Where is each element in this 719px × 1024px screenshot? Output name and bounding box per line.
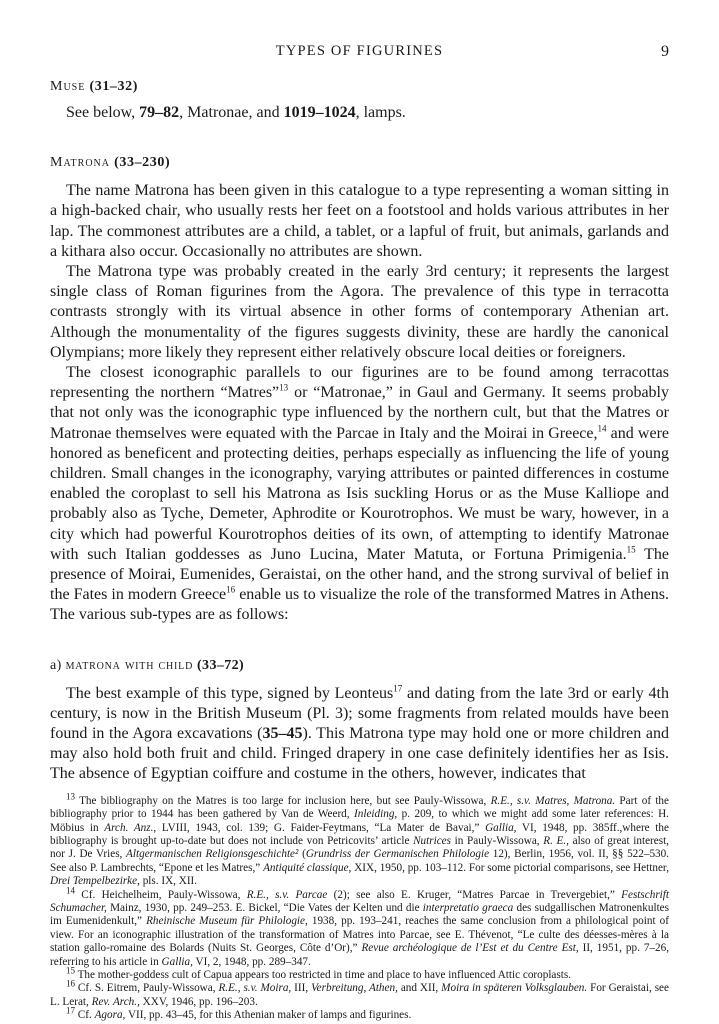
footnote-marker: 13 — [279, 382, 289, 393]
italic-span: Revue archéologique de l’Est et du Centre Est, — [361, 942, 579, 955]
text-span: also of great interest, nor J. De Vries, — [50, 834, 669, 861]
italic-span: Grundriss der Germanischen Philologie — [305, 848, 490, 861]
footnote-number: 17 — [66, 1005, 75, 1016]
text-span: des sudgallischen Matronenkultes im Eumenidenkult,” — [50, 901, 669, 928]
text-span: XIX, 1950, pp. 103–112. For some pictorial comparisons, see Hettner, — [351, 861, 669, 874]
text-span: pls. IX, XII. — [139, 875, 198, 888]
subsection-title: matrona with child — [65, 657, 194, 673]
text-span: LVIII, 1943, col. 139; G. Faider-Feytmans, “La Mater de Bavai,” — [156, 821, 486, 834]
text-span: XXV, 1946, pp. 196–203. — [139, 995, 258, 1008]
italic-span: Verbreitung, Athen, — [311, 982, 398, 995]
running-head — [0, 43, 719, 63]
subsection-label: a) — [50, 657, 62, 673]
italic-span: Moira in späteren Volksglauben. — [441, 982, 588, 995]
italic-span: R.E., s.v. Matres, Matrona. — [490, 794, 616, 807]
text-span: ). This Matrona type may hold one or more children and may also hold both fruit and child. Fringed drapery in one case definitely identifies her as Isis. The absence of Egyptian coiffure and costume in the others, however, indicates that — [50, 725, 669, 783]
text-span: Cf. Heichelheim, Pauly-Wissowa, — [75, 888, 247, 901]
text-span: p. 209, to which we might add some later references: H. Möbius in — [50, 808, 669, 834]
footnote-13 — [50, 790, 670, 889]
matrona-paragraph-1: The name Matrona has been given in this catalogue to a type representing a woman sitting in a high-backed chair, who usually rests her feet on a footstool and holds various attributes in her lap. The commonest attributes are a child, a tablet, or a lapful of fruit, but animals, garlands and a kithara also occur. Occasionally no attributes are shown. — [50, 182, 669, 260]
footnotes — [50, 790, 670, 1023]
italic-span: Drei Tempelbezirke, — [50, 875, 140, 888]
text-span: 1938, pp. 193–241, reaches the same conclusion from a philological point of view. For an iconographic illustration of the transformation of Matres into Parcae, see E. Thévenot, “Le culte des déesses-mères à la station gallo-romaine des Bolards (Nuits St. Georges, Côte d’Or),” — [50, 915, 669, 955]
section-heading-matrona — [50, 153, 669, 173]
italic-span: interpretatio graeca — [422, 901, 514, 914]
subsection-paragraph — [50, 684, 669, 785]
italic-span: R.E., s.v. Moira, — [218, 982, 292, 995]
section-heading-range: (33–230) — [114, 155, 171, 171]
text-span: 12), Berlin, 1956, vol. II, §§ 522–530. See also P. Lambrechts, “Epone et les Matres,” — [50, 848, 670, 874]
text-span: VI, 1948, pp. 385ff.,where the bibliography is brought up-to-date but does not include von Petricovits’ article — [50, 821, 669, 847]
italic-span: Altgermanischen Religionsgeschichte² — [126, 848, 299, 861]
text-span: and were honored as beneficent and protecting deities, perhaps especially as influencing the life of young children. Small changes in the iconography, varying attributes or painted differences in costume enabled the coroplast to sell his Matrona as Isis suckling Horus or as the Muse Kalliope and probably also as Tyche, Demeter, Aphrodite or Kourotrophos. We must be wary, however, in a city which had powerful Kourotrophos deities of its own, of attempting to identify Matronae with such Italian goddesses as Juno Lucina, Mater Matuta, or Fortuna Primigenia. — [50, 424, 670, 563]
footnote-number: 14 — [66, 884, 75, 895]
footnote-16 — [50, 978, 669, 1009]
footnote-15 — [50, 965, 669, 982]
text-span: VI, 2, 1948, pp. 289–347. — [192, 955, 311, 968]
text-span: The mother-goddess cult of Capua appears too restricted in time and place to have influenced Attic coroplasts. — [75, 968, 572, 981]
text-span: , lamps. — [355, 104, 406, 121]
catalogue-ref: 79–82 — [139, 104, 180, 121]
text-span: (2); see also E. Kruger, “Matres Parcae in Trevergebiet,” — [327, 888, 622, 901]
text-span: The presence of Moirai, Eumenides, Geraistai, on the other hand, and the strong survival of belief in the Fates in modern Greece — [50, 545, 669, 604]
italic-span: Gallia, — [485, 821, 517, 834]
text-span: VII, pp. 43–45, for this Athenian maker of lamps and figurines. — [125, 1009, 412, 1022]
running-head-title: TYPES OF FIGURINES — [275, 43, 444, 59]
text-span: The best example of this type, signed by Leonteus — [66, 684, 394, 702]
text-span: in Pauly-Wissowa, — [451, 834, 544, 847]
text-span: , Matronae, and — [179, 104, 284, 121]
footnote-number: 13 — [66, 790, 75, 801]
italic-span: R.E., s.v. Parcae — [246, 888, 328, 901]
text-span: III, — [291, 982, 312, 995]
catalogue-ref: 35–45 — [262, 725, 303, 743]
footnote-marker: 16 — [226, 584, 236, 595]
footnote-number: 15 — [66, 965, 75, 976]
italic-span: Rev. Arch., — [91, 995, 140, 1008]
section-heading-range: (31–32) — [89, 79, 138, 94]
text-span: Part of the bibliography prior to 1944 has been gathered by Van de Weerd, — [50, 794, 669, 821]
text-span: or “Matronae,” in Gaul and Germany. It seems probably that not only was the iconographic type influenced by the northern cult, but that the Matres or Matronae themselves were equated with the Parcae in Italy and the Moirai in Greece, — [50, 384, 669, 442]
text-span: For Geraistai, see L. Lerat, — [50, 982, 669, 1008]
catalogue-ref: 1019–1024 — [283, 104, 356, 121]
footnote-number: 16 — [66, 978, 75, 989]
subsection-heading — [50, 656, 669, 676]
footnote-marker: 14 — [597, 423, 607, 434]
text-span: Cf. — [75, 1009, 95, 1022]
text-span: Cf. S. Eitrem, Pauly-Wissowa, — [75, 982, 219, 995]
italic-span: Rheinische Museum für Philologie, — [146, 915, 308, 928]
italic-span: Arch. Anz., — [104, 821, 157, 834]
section-heading-word: Matrona — [50, 155, 111, 171]
text-span: II, 1951, pp. 7–26, referring to his article in — [50, 942, 669, 968]
matrona-paragraph-2: The Matrona type was probably created in the early 3rd century; it represents the largest single class of Roman figurines from the Agora. The prevalence of this type in terracotta contrasts strongly with its virtual absence in other forms of contemporary Athenian art. Although the monumentality of the figures suggests divinity, these are hardly the canonical Olympians; more likely they represent either relatively obscure local deities or foreigners. — [50, 263, 669, 361]
italic-span: Antiquité classique, — [263, 861, 352, 874]
subsection-range: (33–72) — [197, 657, 245, 673]
italic-span: Inleiding, — [354, 808, 398, 821]
text-span: Mainz, 1930, pp. 249–253. E. Bickel, “Die Vates der Kelten und die — [106, 901, 423, 914]
section-heading-word: Muse — [50, 79, 86, 94]
text-span: and dating from the late 3rd or early 4th century, is now in the British Museum (Pl. 3); some fragments from related moulds have been found in the Agora excavations ( — [50, 684, 669, 743]
footnote-marker: 15 — [626, 544, 636, 555]
italic-span: Agora, — [94, 1009, 126, 1022]
main-content — [50, 77, 669, 1023]
text-span: See below, — [66, 104, 140, 121]
italic-span: Nutrices — [413, 834, 451, 847]
footnote-14 — [50, 884, 670, 969]
section-heading-muse — [50, 77, 669, 97]
text-span: ( — [298, 848, 306, 861]
footnote-marker: 17 — [393, 683, 403, 694]
footnote-17 — [50, 1005, 669, 1022]
italic-span: R. E., — [543, 834, 569, 847]
text-span: The closest iconographic parallels to our figurines are to be found among terracottas representing the northern “Matres” — [50, 364, 669, 402]
italic-span: Festschrift Schumacher, — [50, 888, 670, 914]
text-span: enable us to visualize the role of the transformed Matres in Athens. The various sub-types are as follows: — [50, 586, 669, 624]
muse-paragraph — [50, 103, 669, 123]
text-span: and XII, — [397, 982, 442, 995]
text-span: The bibliography on the Matres is too large for inclusion here, but see Pauly-Wissowa, — [75, 794, 491, 807]
matrona-paragraph-3 — [50, 363, 669, 626]
page-number: 9 — [661, 43, 669, 60]
italic-span: Gallia, — [161, 955, 193, 968]
